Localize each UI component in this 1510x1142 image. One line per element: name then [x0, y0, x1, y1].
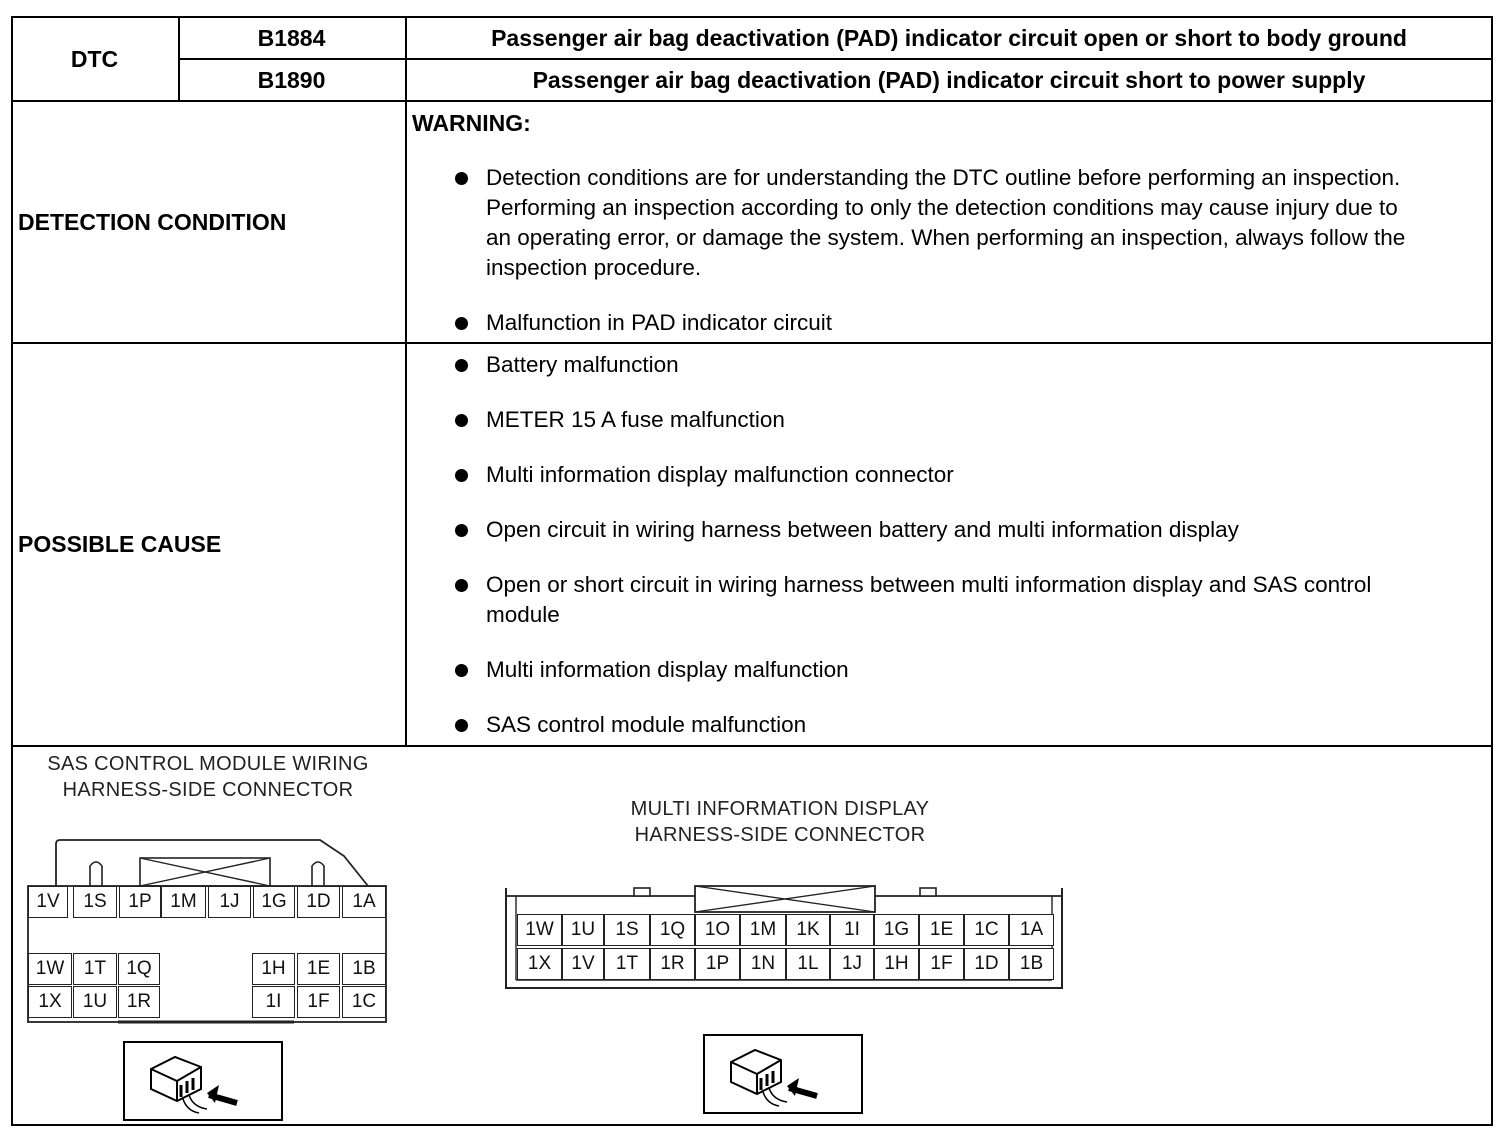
- cause-item-text: METER 15 A fuse malfunction: [486, 407, 785, 432]
- cause-item: [455, 350, 1465, 380]
- mid-pin: 1M: [740, 914, 786, 946]
- row-divider-dtc-mid: [178, 58, 1492, 60]
- mid-pin: 1K: [786, 914, 830, 946]
- bullet-icon: [455, 524, 468, 537]
- sas-pin: 1V: [28, 886, 68, 918]
- bullet-icon: [455, 414, 468, 427]
- mid-pin: 1T: [604, 948, 650, 980]
- mid-pin: 1U: [562, 914, 604, 946]
- cause-item-text: Multi information display malfunction connector: [486, 462, 954, 487]
- mid-pin: 1R: [650, 948, 695, 980]
- bullet-icon: [455, 469, 468, 482]
- mid-pin: 1N: [740, 948, 786, 980]
- sas-pin: 1J: [208, 886, 251, 918]
- bullet-icon: [455, 579, 468, 592]
- sas-pin: 1D: [297, 886, 340, 918]
- sas-connector-title-line2: HARNESS-SIDE CONNECTOR: [62, 779, 354, 801]
- bullet-icon: [455, 719, 468, 732]
- row-divider-cause: [11, 745, 1493, 747]
- harness-side-view-icon: [703, 1034, 863, 1114]
- cause-item: [455, 710, 1465, 740]
- dtc-code-1: B1884: [257, 25, 326, 51]
- row-divider-dtc: [11, 100, 1493, 102]
- bullet-icon: [455, 317, 468, 330]
- mid-connector-title-line2: HARNESS-SIDE CONNECTOR: [634, 824, 926, 846]
- mid-pin: 1A: [1009, 914, 1054, 946]
- row-divider-detection: [11, 342, 1493, 344]
- mid-pin: 1W: [517, 914, 562, 946]
- sas-pin: 1H: [252, 953, 295, 985]
- cause-item: [455, 460, 1465, 490]
- mid-pin: 1V: [562, 948, 604, 980]
- mid-pin: 1L: [786, 948, 830, 980]
- mid-pin: 1E: [919, 914, 964, 946]
- sas-pin: 1B: [342, 953, 386, 985]
- possible-cause-label: POSSIBLE CAUSE: [18, 531, 222, 557]
- detection-item: [455, 163, 1465, 283]
- detection-condition-label: DETECTION CONDITION: [18, 209, 287, 235]
- sas-pin: 1Q: [118, 953, 160, 985]
- mid-pin: 1S: [604, 914, 650, 946]
- mid-connector-title-line1: MULTI INFORMATION DISPLAY: [630, 798, 930, 820]
- dtc-description-1: Passenger air bag deactivation (PAD) indicator circuit open or short to body ground: [491, 25, 1407, 51]
- mid-pin: 1P: [695, 948, 740, 980]
- sas-pin: 1F: [297, 986, 340, 1018]
- sas-pin: 1U: [73, 986, 117, 1018]
- cause-item-text: Multi information display malfunction: [486, 657, 849, 682]
- sas-pin: 1E: [297, 953, 340, 985]
- sas-connector-title-line1: SAS CONTROL MODULE WIRING: [47, 753, 369, 775]
- cause-item-text: Open or short circuit in wiring harness between multi information display and SAS control module: [486, 572, 1372, 627]
- mid-pin: 1Q: [650, 914, 695, 946]
- bullet-icon: [455, 664, 468, 677]
- cause-item-text: Battery malfunction: [486, 352, 679, 377]
- bullet-icon: [455, 172, 468, 185]
- sas-pin: 1S: [73, 886, 117, 918]
- mid-pin: 1D: [964, 948, 1009, 980]
- mid-pin: 1X: [517, 948, 562, 980]
- sas-pin: 1A: [342, 886, 386, 918]
- detection-item-text: Detection conditions are for understanding the DTC outline before performing an inspection. Performing an inspection according to only the detection conditions may cause injury due to an operating error, or damage the system. When performing an inspection, always follow the inspection procedure.: [486, 165, 1406, 280]
- cause-item: [455, 515, 1465, 545]
- dtc-description-2: Passenger air bag deactivation (PAD) indicator circuit short to power supply: [532, 67, 1366, 93]
- sas-pin: 1G: [253, 886, 295, 918]
- mid-pin: 1O: [695, 914, 740, 946]
- mid-pin: 1J: [830, 948, 874, 980]
- sas-pin: 1X: [28, 986, 72, 1018]
- sas-pin: 1P: [119, 886, 161, 918]
- bullet-icon: [455, 359, 468, 372]
- mid-pin: 1I: [830, 914, 874, 946]
- cause-item-text: SAS control module malfunction: [486, 712, 807, 737]
- cause-item: [455, 405, 1465, 435]
- sas-pin: 1R: [118, 986, 160, 1018]
- warning-label: WARNING:: [412, 110, 531, 136]
- sas-pin: 1W: [28, 953, 72, 985]
- sas-pin: 1M: [161, 886, 206, 918]
- harness-side-view-icon: [123, 1041, 283, 1121]
- sas-pin: 1C: [342, 986, 386, 1018]
- dtc-label: DTC: [70, 46, 119, 72]
- cause-item-text: Open circuit in wiring harness between battery and multi information display: [486, 517, 1239, 542]
- mid-pin: 1F: [919, 948, 964, 980]
- detection-item: [455, 308, 1465, 338]
- cause-item: [455, 570, 1465, 630]
- dtc-code-2: B1890: [257, 67, 326, 93]
- mid-pin: 1B: [1009, 948, 1054, 980]
- cause-item: [455, 655, 1465, 685]
- mid-pin: 1G: [874, 914, 919, 946]
- detection-item-text: Malfunction in PAD indicator circuit: [486, 310, 832, 335]
- mid-pin: 1H: [874, 948, 919, 980]
- sas-pin: 1T: [73, 953, 117, 985]
- col-divider-main: [405, 16, 407, 746]
- sas-pin: 1I: [252, 986, 295, 1018]
- mid-pin: 1C: [964, 914, 1009, 946]
